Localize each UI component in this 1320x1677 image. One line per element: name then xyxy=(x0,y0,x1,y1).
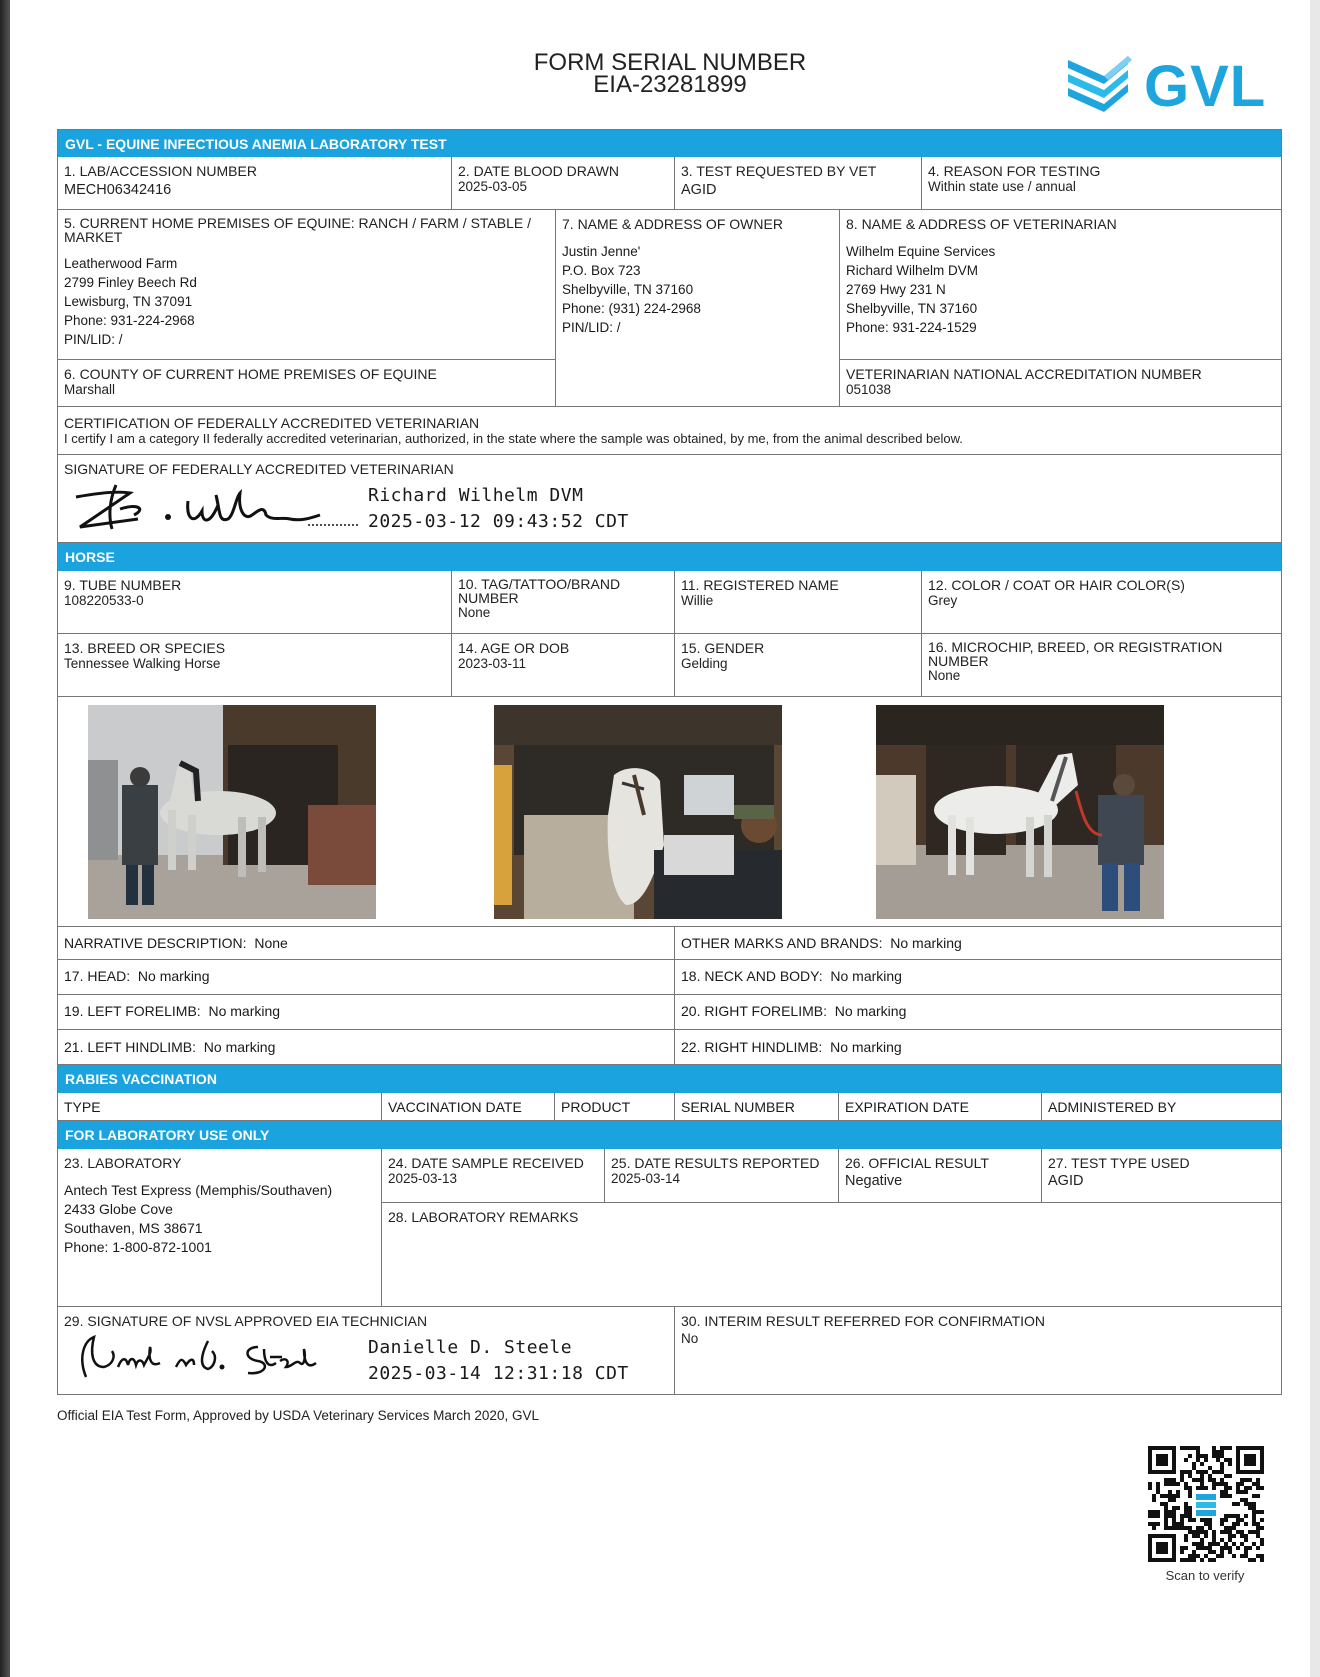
technician-signature-timestamp: 2025-03-14 12:31:18 CDT xyxy=(368,1363,629,1384)
laboratory-address-line: 2433 Globe Cove xyxy=(64,1201,173,1217)
other-marks: OTHER MARKS AND BRANDS: No marking xyxy=(675,927,1282,960)
horse-photo-2 xyxy=(494,705,782,919)
field-1-accession: 1. LAB/ACCESSION NUMBER MECH06342416 xyxy=(58,157,452,210)
vet-address-line: Shelbyville, TN 37160 xyxy=(846,301,978,316)
rabies-col-serial-number: SERIAL NUMBER xyxy=(675,1093,839,1121)
field-27-test-type: 27. TEST TYPE USED AGID xyxy=(1042,1149,1282,1203)
owner-address xyxy=(562,242,833,337)
field-18-neck-body: 18. NECK AND BODY: No marking xyxy=(675,960,1282,995)
field-6-county: 6. COUNTY OF CURRENT HOME PREMISES OF EQUINE Marshall xyxy=(58,360,556,407)
section-title-rabies: RABIES VACCINATION xyxy=(57,1065,1282,1093)
page-right-edge xyxy=(1310,0,1320,1677)
field-21-left-hindlimb: 21. LEFT HINDLIMB: No marking xyxy=(58,1030,675,1065)
vet-address-line: 2769 Hwy 231 N xyxy=(846,282,946,297)
premises-address xyxy=(64,254,549,349)
premises-address-line: Lewisburg, TN 37091 xyxy=(64,294,193,309)
section-title-main: GVL - EQUINE INFECTIOUS ANEMIA LABORATORY TEST xyxy=(57,129,1282,157)
laboratory-address-line: Southaven, MS 38671 xyxy=(64,1220,203,1236)
field-7-owner: 7. NAME & ADDRESS OF OWNER Justin Jenne' P.O. Box 723 Shelbyville, TN 37160 Phone: (931) 224-2968 PIN/LID: / xyxy=(556,210,840,407)
gvl-logo xyxy=(1068,52,1288,122)
gvl-logo-icon xyxy=(1068,52,1138,118)
owner-address-line: Shelbyville, TN 37160 xyxy=(562,282,694,297)
field-8-veterinarian: 8. NAME & ADDRESS OF VETERINARIAN Wilhelm Equine Services Richard Wilhelm DVM 2769 Hwy 231 N Shelbyville, TN 37160 Phone: 931-224-1529 xyxy=(840,210,1282,360)
vet-signature-timestamp: 2025-03-12 09:43:52 CDT xyxy=(368,511,629,532)
gvl-logo-text: GVL xyxy=(1144,54,1267,119)
laboratory-address-line: Phone: 1-800-872-1001 xyxy=(64,1239,212,1255)
field-2-date-drawn: 2. DATE BLOOD DRAWN 2025-03-05 xyxy=(452,157,675,210)
field-28-lab-remarks: 28. LABORATORY REMARKS xyxy=(382,1203,1282,1307)
section-title-lab: FOR LABORATORY USE ONLY xyxy=(57,1121,1282,1149)
rabies-col-administered-by: ADMINISTERED BY xyxy=(1042,1093,1282,1121)
vet-address xyxy=(846,242,1275,337)
footer-approval-note: Official EIA Test Form, Approved by USDA Veterinary Services March 2020, GVL xyxy=(57,1408,539,1423)
horse-photo-3 xyxy=(876,705,1164,919)
owner-address-line: Justin Jenne' xyxy=(562,244,641,259)
field-10-tag: 10. TAG/TATTOO/BRAND NUMBER None xyxy=(452,571,675,634)
certification: CERTIFICATION OF FEDERALLY ACCREDITED VETERINARIAN I certify I am a category II federally accredited veterinarian, authorized, in the state where the sample was obtained, by me, from the animal described below. xyxy=(58,407,1282,455)
field-15-gender: 15. GENDER Gelding xyxy=(675,634,922,697)
field-14-age: 14. AGE OR DOB 2023-03-11 xyxy=(452,634,675,697)
horse-photos xyxy=(57,697,1282,927)
field-4-reason: 4. REASON FOR TESTING Within state use / annual xyxy=(922,157,1282,210)
field-13-breed: 13. BREED OR SPECIES Tennessee Walking Horse xyxy=(58,634,452,697)
field-22-right-hindlimb: 22. RIGHT HINDLIMB: No marking xyxy=(675,1030,1282,1065)
field-9-tube-number: 9. TUBE NUMBER 108220533-0 xyxy=(58,571,452,634)
vet-accreditation: VETERINARIAN NATIONAL ACCREDITATION NUMBER 051038 xyxy=(840,360,1282,407)
vet-address-line: Wilhelm Equine Services xyxy=(846,244,996,259)
field-29-technician-signature: 29. SIGNATURE OF NVSL APPROVED EIA TECHNICIAN Danielle D. Steele 2025-03-14 12:31:18 CDT xyxy=(58,1307,675,1395)
vet-signature-image xyxy=(68,475,358,535)
laboratory-address-line: Antech Test Express (Memphis/Southaven) xyxy=(64,1182,333,1198)
premises-address-line: PIN/LID: / xyxy=(64,332,123,347)
field-17-head: 17. HEAD: No marking xyxy=(58,960,675,995)
serial-number: EIA-23281899 xyxy=(593,71,747,98)
field-11-registered-name: 11. REGISTERED NAME Willie xyxy=(675,571,922,634)
page-left-edge xyxy=(0,0,10,1677)
horse-photo-1 xyxy=(88,705,376,919)
eia-form xyxy=(57,129,1282,1395)
field-24-date-received: 24. DATE SAMPLE RECEIVED 2025-03-13 xyxy=(382,1149,605,1203)
rabies-col-type: TYPE xyxy=(58,1093,382,1121)
rabies-col-product: PRODUCT xyxy=(555,1093,675,1121)
rabies-col-vaccination-date: VACCINATION DATE xyxy=(382,1093,555,1121)
narrative-description: NARRATIVE DESCRIPTION: None xyxy=(58,927,675,960)
field-26-official-result: 26. OFFICIAL RESULT Negative xyxy=(839,1149,1042,1203)
field-20-right-forelimb: 20. RIGHT FORELIMB: No marking xyxy=(675,995,1282,1030)
field-30-interim-result: 30. INTERIM RESULT REFERRED FOR CONFIRMATION No xyxy=(675,1307,1282,1395)
vet-address-line: Phone: 931-224-1529 xyxy=(846,320,977,335)
premises-address-line: 2799 Finley Beech Rd xyxy=(64,275,197,290)
section-title-horse: HORSE xyxy=(57,543,1282,571)
qr-caption: Scan to verify xyxy=(1165,1568,1245,1583)
technician-signature-image xyxy=(68,1327,358,1387)
field-12-color: 12. COLOR / COAT OR HAIR COLOR(S) Grey xyxy=(922,571,1282,634)
field-23-laboratory: 23. LABORATORY Antech Test Express (Memphis/Southaven) 2433 Globe Cove Southaven, MS 38671 Phone: 1-800-872-1001 xyxy=(58,1149,382,1307)
field-3-test-requested: 3. TEST REQUESTED BY VET AGID xyxy=(675,157,922,210)
premises-address-line: Leatherwood Farm xyxy=(64,256,178,271)
owner-address-line: Phone: (931) 224-2968 xyxy=(562,301,701,316)
document-page xyxy=(10,0,1310,1677)
serial-label: FORM SERIAL NUMBER xyxy=(533,49,807,76)
form-serial-header xyxy=(470,49,870,98)
field-25-date-reported: 25. DATE RESULTS REPORTED 2025-03-14 xyxy=(605,1149,839,1203)
verification-qr-code[interactable] xyxy=(1148,1446,1264,1562)
vet-address-line: Richard Wilhelm DVM xyxy=(846,263,979,278)
vet-signature-name: Richard Wilhelm DVM xyxy=(368,485,584,506)
rabies-col-expiration-date: EXPIRATION DATE xyxy=(839,1093,1042,1121)
field-16-microchip: 16. MICROCHIP, BREED, OR REGISTRATION NUMBER None xyxy=(922,634,1282,697)
field-19-left-forelimb: 19. LEFT FORELIMB: No marking xyxy=(58,995,675,1030)
owner-address-line: P.O. Box 723 xyxy=(562,263,641,278)
owner-address-line: PIN/LID: / xyxy=(562,320,621,335)
laboratory-address xyxy=(64,1181,375,1257)
vet-signature-block: SIGNATURE OF FEDERALLY ACCREDITED VETERINARIAN Richard Wilhelm DVM 2025-03-12 09:43:52 CDT xyxy=(58,455,1282,543)
field-5-premises: 5. CURRENT HOME PREMISES OF EQUINE: RANCH / FARM / STABLE / MARKET Leatherwood Farm 2799 Finley Beech Rd Lewisburg, TN 37091 Phone: 931-224-2968 PIN/LID: / xyxy=(58,210,556,360)
premises-address-line: Phone: 931-224-2968 xyxy=(64,313,195,328)
technician-signature-name: Danielle D. Steele xyxy=(368,1337,573,1358)
